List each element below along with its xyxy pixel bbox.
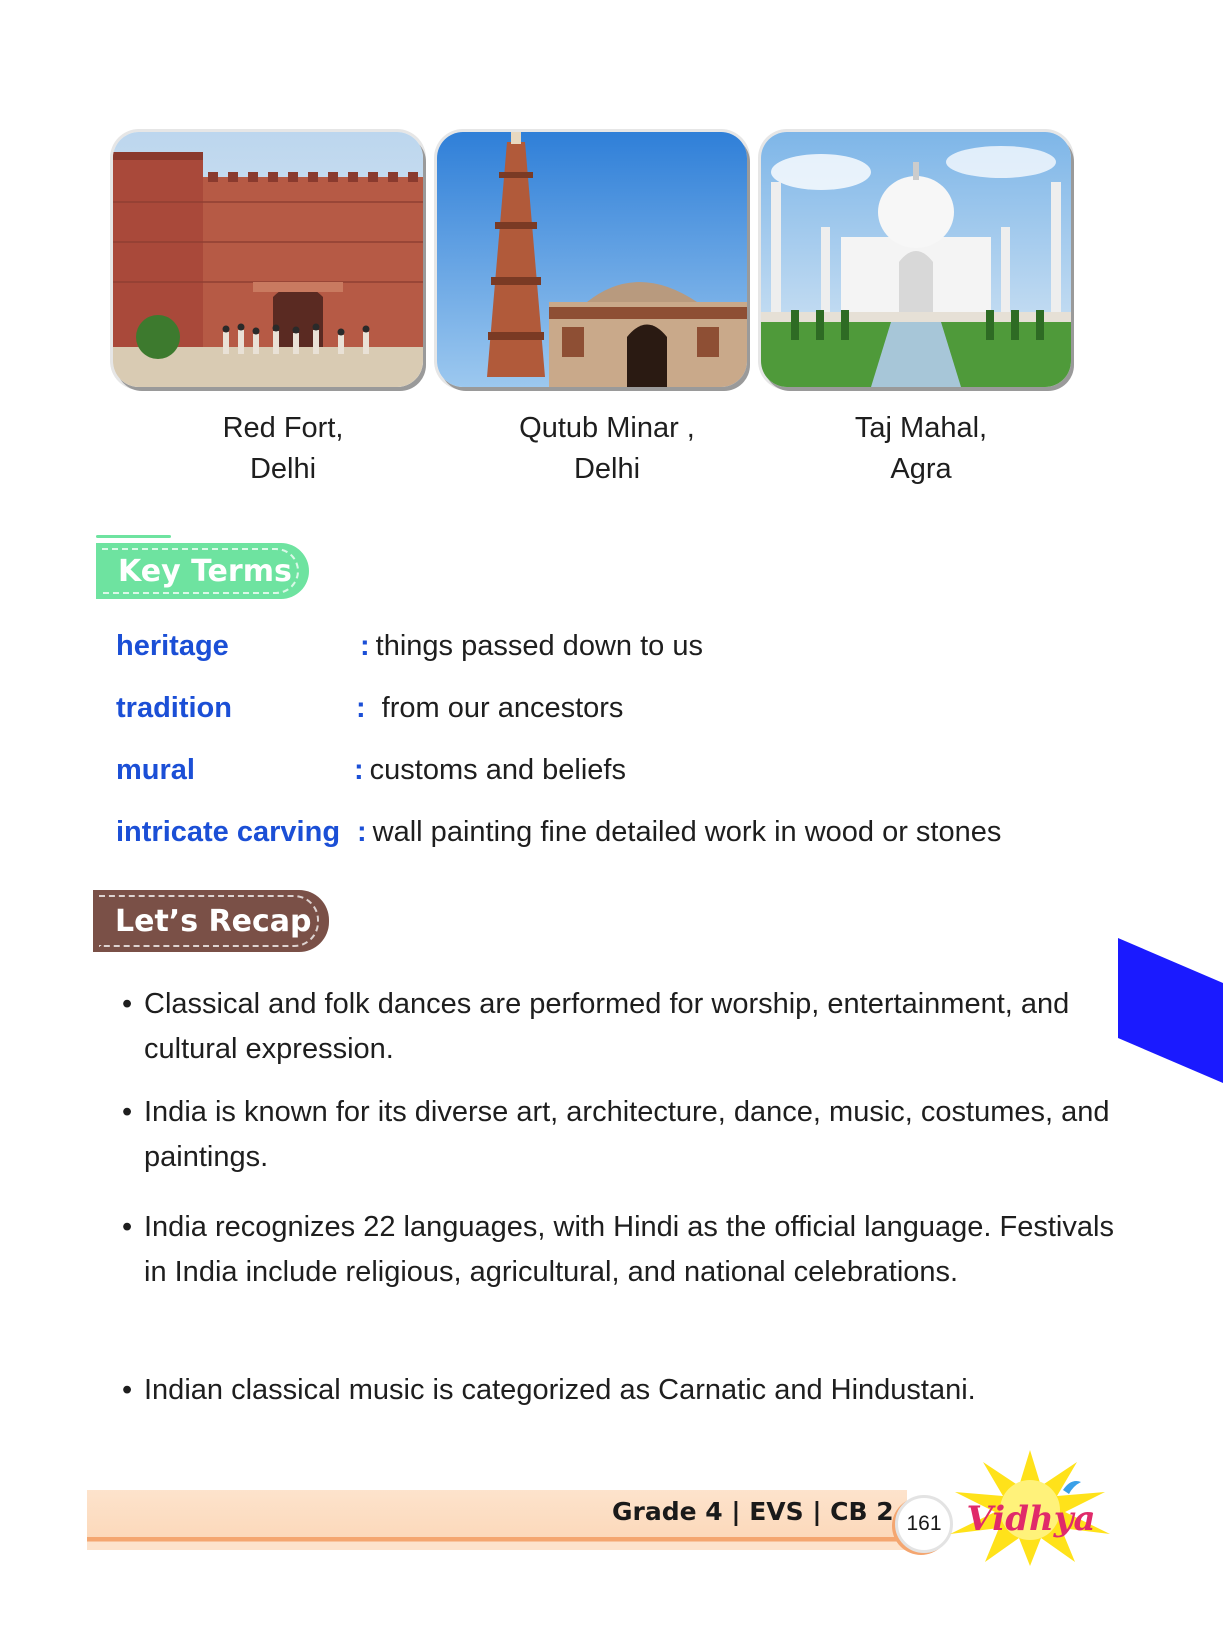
caption-name: Red Fort, [222,412,344,444]
recap-bullet [122,1205,1132,1295]
bullet-dot: • [122,1211,133,1243]
recap-bullet [122,1090,1132,1180]
bullet-dot: • [122,988,133,1020]
recap-bullet [122,1368,1132,1413]
term-definition: wall painting fine detailed work in wood or stones [372,816,1002,848]
bullet-text: Classical and folk dances are performed for worship, entertainment, and cultural expression. [144,988,1070,1065]
taj-mahal-caption [791,408,1051,490]
term-definition: from our ancestors [381,692,624,724]
caption-city: Delhi [249,453,317,485]
logo-text: Vidhya [966,1499,1096,1539]
term-word: mural [116,754,195,786]
key-terms-heading [96,543,309,599]
bullet-text: India is known for its diverse art, architecture, dance, music, costumes, and paintings. [144,1096,1110,1173]
bullet-dot: • [122,1096,133,1128]
key-terms-accent-line [96,535,171,538]
term-definition: customs and beliefs [369,754,626,786]
caption-name: Qutub Minar , [519,412,695,444]
term-definition: things passed down to us [375,630,703,662]
caption-name: Taj Mahal, [854,412,988,444]
bullet-dot: • [122,1374,133,1406]
qutub-minar-photo [437,132,747,387]
chapter-tab-flag [1118,938,1223,1083]
key-terms-heading-text: Key Terms [118,553,292,589]
term-word: heritage [116,630,229,662]
page-number: 161 [895,1495,953,1553]
term-word: intricate carving [116,816,341,848]
bullet-text: Indian classical music is categorized as Carnatic and Hindustani. [144,1374,976,1406]
recap-bullet [122,982,1132,1072]
red-fort-photo [113,132,423,387]
footer-label: Grade 4 | EVS | CB 2 [612,1497,894,1526]
caption-city: Delhi [573,453,641,485]
recap-heading [93,890,329,952]
caption-city: Agra [890,453,952,485]
qutub-minar-caption [477,408,737,490]
bullet-text: India recognizes 22 languages, with Hindi as the official language. Festivals in India include religious, agricultural, and national celebrations. [144,1211,1114,1288]
term-word: tradition [116,692,232,724]
recap-heading-text: Let’s Recap [115,903,312,939]
red-fort-caption [153,408,413,490]
taj-mahal-photo [761,132,1071,387]
vidhya-logo [945,1448,1115,1568]
